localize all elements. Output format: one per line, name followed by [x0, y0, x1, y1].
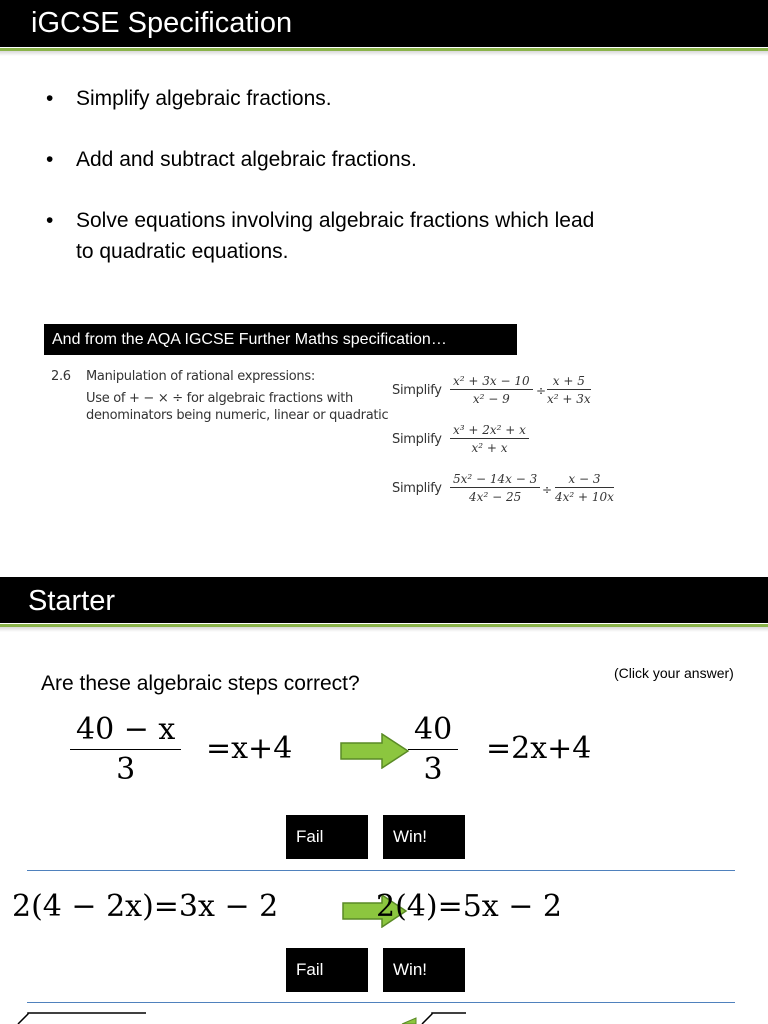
bullet-marker: • [46, 209, 54, 232]
fraction-denominator: 4x² − 25 [469, 490, 522, 504]
spec-heading: Manipulation of rational expressions: [86, 369, 315, 384]
title-shadow [0, 627, 768, 632]
click-instruction: (Click your answer) [614, 665, 734, 681]
fraction-numerator: x − 3 [555, 472, 614, 488]
spec-description: Use of + − × ÷ for algebraic fractions with [86, 391, 353, 406]
arrow-right-icon [340, 733, 410, 769]
example-label: Simplify [392, 481, 442, 496]
bullet-text: Simplify algebraic fractions. [76, 87, 332, 110]
win-button[interactable] [383, 948, 465, 992]
fraction-numerator: x + 5 [547, 374, 591, 390]
fraction-numerator: 5x² − 14x − 3 [450, 472, 540, 488]
button-label: Fail [296, 827, 324, 846]
bullet-text: Add and subtract algebraic fractions. [76, 148, 417, 171]
bullet-text-continued: to quadratic equations. [76, 240, 289, 263]
button-label: Win! [393, 827, 427, 846]
slide-title-bar [0, 577, 768, 623]
title-shadow [0, 51, 768, 56]
win-button[interactable] [383, 815, 465, 859]
example-label: Simplify [392, 432, 442, 447]
aqa-banner: And from the AQA IGCSE Further Maths specification… [44, 324, 517, 355]
equation-text: =x+4 [206, 731, 293, 766]
divide-sign: ÷ [536, 384, 547, 398]
example-fraction [450, 423, 529, 455]
example-fraction [450, 472, 540, 504]
slide-title-bar [0, 0, 768, 47]
fraction-denominator: 3 [116, 752, 136, 787]
button-label: Win! [393, 960, 427, 979]
section-divider [27, 870, 735, 871]
spec-code: 2.6 [51, 369, 71, 384]
slide-title: Starter [28, 585, 116, 617]
equation-text: 2(4)=5x − 2 [376, 889, 563, 924]
fail-button[interactable] [286, 815, 368, 859]
button-label: Fail [296, 960, 324, 979]
fail-button[interactable] [286, 948, 368, 992]
partial-next-question [14, 1008, 474, 1024]
divide-sign: ÷ [542, 483, 553, 497]
equation-fraction [408, 711, 458, 790]
fraction-numerator: x³ + 2x² + x [450, 423, 529, 439]
fraction-denominator: x² − 9 [472, 392, 510, 406]
fraction-denominator: 4x² + 10x [555, 490, 614, 504]
equation-text: =2x+4 [486, 731, 592, 766]
bullet-text: Solve equations involving algebraic fractions which lead [76, 209, 595, 232]
fraction-numerator: x² + 3x − 10 [450, 374, 533, 390]
fraction-denominator: x² + x [471, 441, 508, 455]
fraction-numerator: 40 [408, 711, 458, 750]
fraction-denominator: 3 [423, 752, 443, 787]
example-fraction [547, 374, 591, 406]
spec-description: denominators being numeric, linear or quadratic [86, 408, 389, 423]
fraction-denominator: x² + 3x [547, 392, 591, 406]
example-label: Simplify [392, 383, 442, 398]
fraction-numerator: 40 − x [70, 711, 181, 750]
example-fraction [555, 472, 614, 504]
bullet-marker: • [46, 148, 54, 171]
equation-text: 2(4 − 2x)=3x − 2 [12, 889, 279, 924]
slide-title: iGCSE Specification [31, 7, 293, 39]
section-divider [27, 1002, 735, 1003]
equation-fraction [70, 711, 181, 790]
example-fraction [450, 374, 533, 406]
bullet-marker: • [46, 87, 54, 110]
question-prompt: Are these algebraic steps correct? [41, 672, 360, 695]
